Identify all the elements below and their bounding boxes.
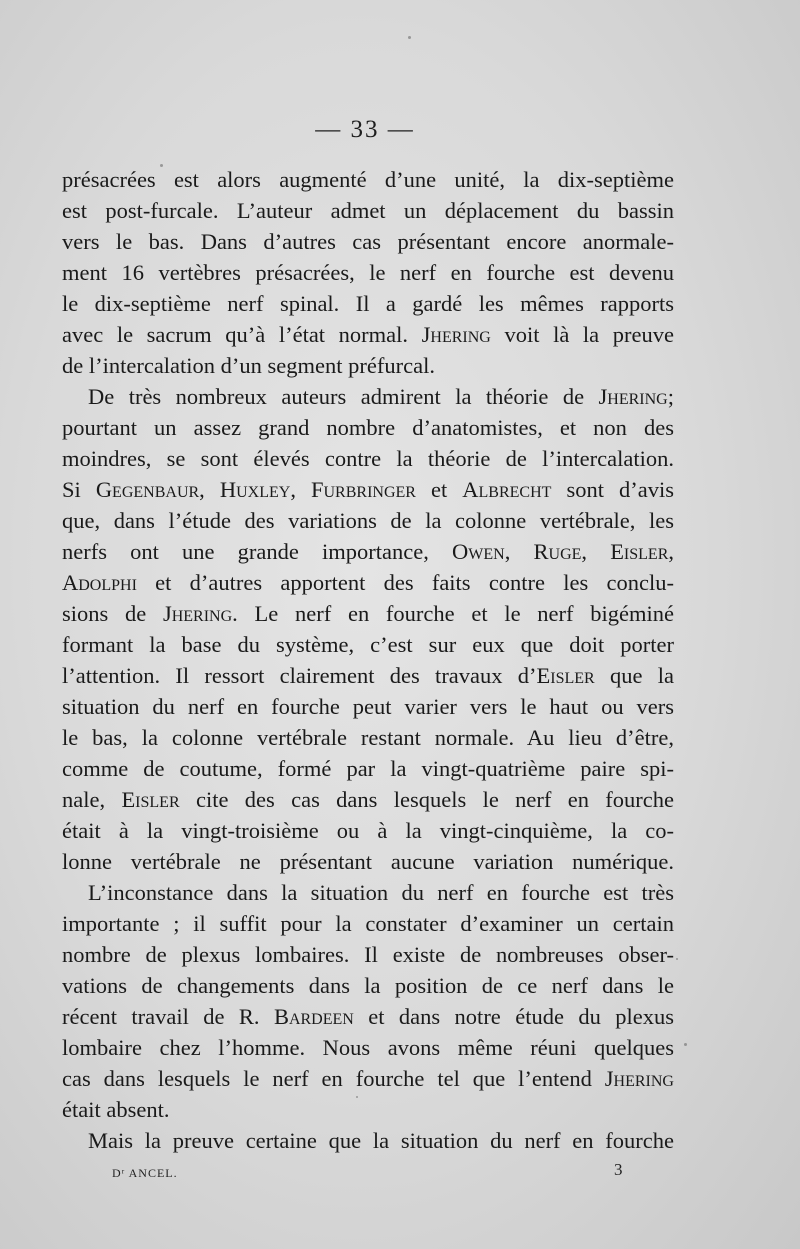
text-line [62, 908, 674, 939]
text-segment: ; [667, 384, 674, 409]
text-segment: De très nombreux auteurs admirent la théorie de [88, 384, 599, 409]
text-segment: voit là la preuve [490, 322, 674, 347]
text-line [62, 753, 674, 784]
small-caps-name: Gegenbaur [95, 477, 200, 502]
text-segment: , [581, 539, 611, 564]
text-segment: situation du nerf en fourche peut varier vers le haut ou vers [62, 694, 674, 719]
paper-speck [684, 1043, 687, 1046]
text-line [62, 474, 674, 505]
text-line [62, 288, 674, 319]
text-segment: ment 16 vertèbres présacrées, le nerf en fourche est devenu [62, 260, 674, 285]
text-segment: et dans notre étude du plexus [353, 1004, 674, 1029]
small-caps-name: Eisler [536, 663, 595, 688]
text-segment: est post-furcale. L’auteur admet un déplacement du bassin [62, 198, 674, 223]
text-line [62, 412, 674, 443]
text-segment: et d’autres apportent des faits contre les conclu- [136, 570, 674, 595]
text-line [62, 164, 674, 195]
text-line [62, 629, 674, 660]
small-caps-name: Huxley [219, 477, 291, 502]
text-segment: nale, [62, 787, 122, 812]
text-segment: Si [62, 477, 96, 502]
text-segment: était à la vingt-troisième ou à la vingt-cinquième, la co- [62, 818, 674, 843]
footer-author: Dʳ ANCEL. [112, 1166, 178, 1180]
small-caps-name: Jhering [162, 601, 233, 626]
text-segment: lombaire chez l’homme. Nous avons même réuni quelques [62, 1035, 674, 1060]
text-line [62, 877, 674, 908]
text-line [62, 536, 674, 567]
text-segment: , [668, 539, 675, 564]
text-segment: pourtant un assez grand nombre d’anatomistes, et non des [62, 415, 674, 440]
paper-speck [408, 36, 411, 39]
text-segment: moindres, se sont élevés contre la théorie de l’intercalation. [62, 446, 674, 471]
text-segment: . Le nerf en fourche et le nerf bigéminé [232, 601, 674, 626]
text-segment: cite des cas dans lesquels le nerf en fourche [179, 787, 674, 812]
text-segment: formant la base du système, c’est sur eux que doit porter [62, 632, 674, 657]
small-caps-name: Jhering [421, 322, 491, 347]
text-segment: Mais la preuve certaine que la situation du nerf en fourche [88, 1128, 674, 1153]
text-segment: que la [594, 663, 674, 688]
text-line [62, 815, 674, 846]
text-line [62, 443, 674, 474]
text-line [62, 1001, 674, 1032]
text-segment: cas dans lesquels le nerf en fourche tel que l’entend [62, 1066, 605, 1091]
text-segment: présacrées est alors augmenté d’une unité, la dix-septième [62, 167, 674, 192]
body-text [62, 164, 674, 1156]
text-line [62, 939, 674, 970]
text-line [62, 784, 674, 815]
small-caps-name: Eisler [121, 787, 180, 812]
small-caps-name: Furbringer [310, 477, 416, 502]
small-caps-name: Eisler [610, 539, 669, 564]
text-segment: était absent. [62, 1097, 170, 1122]
text-line [62, 226, 674, 257]
text-line [62, 1063, 674, 1094]
text-segment: comme de coutume, formé par la vingt-quatrième paire spi- [62, 756, 674, 781]
text-segment: l’attention. Il ressort clairement des travaux d’ [62, 663, 537, 688]
text-line [62, 846, 674, 877]
text-segment: le bas, la colonne vertébrale restant normale. Au lieu d’être, [62, 725, 674, 750]
text-segment: nombre de plexus lombaires. Il existe de nombreuses obser- [62, 942, 674, 967]
small-caps-name: Jhering [598, 384, 668, 409]
text-line [62, 691, 674, 722]
text-segment: de l’intercalation d’un segment préfurcal. [62, 353, 435, 378]
text-segment: lonne vertébrale ne présentant aucune variation numérique. [62, 849, 674, 874]
text-segment: importante ; il suffit pour la constater d’examiner un certain [62, 911, 674, 936]
small-caps-name: Adolphi [62, 570, 137, 595]
text-segment: sions de [62, 601, 163, 626]
small-caps-name: Albrecht [462, 477, 552, 502]
text-line [62, 381, 674, 412]
text-line [62, 1125, 674, 1156]
text-segment: que, dans l’étude des variations de la colonne vertébrale, les [62, 508, 674, 533]
paper-speck [676, 958, 678, 960]
text-segment: , [290, 477, 311, 502]
text-segment: et [415, 477, 463, 502]
footer-signature: 3 [614, 1160, 623, 1179]
text-line [62, 598, 674, 629]
page-number: — 33 — [315, 116, 415, 143]
text-line [62, 567, 674, 598]
text-line [62, 195, 674, 226]
small-caps-name: Bardeen [273, 1004, 354, 1029]
paper-speck [160, 164, 163, 167]
text-segment: récent travail de R. [62, 1004, 274, 1029]
text-line [62, 257, 674, 288]
text-line [62, 722, 674, 753]
text-segment: , [504, 539, 534, 564]
text-line [62, 1094, 674, 1125]
paper-speck [356, 1096, 358, 1098]
text-segment: sont d’avis [551, 477, 675, 502]
text-segment: vations de changements dans la position de ce nerf dans le [62, 973, 674, 998]
text-segment: , [199, 477, 220, 502]
text-line [62, 319, 674, 350]
text-line [62, 350, 674, 381]
text-line [62, 1032, 674, 1063]
text-line [62, 970, 674, 1001]
text-segment: le dix-septième nerf spinal. Il a gardé les mêmes rapports [62, 291, 674, 316]
text-line [62, 660, 674, 691]
text-segment: avec le sacrum qu’à l’état normal. [62, 322, 422, 347]
small-caps-name: Owen [452, 539, 505, 564]
text-segment: L’inconstance dans la situation du nerf en fourche est très [88, 880, 674, 905]
small-caps-name: Ruge [533, 539, 582, 564]
text-segment: nerfs ont une grande importance, [62, 539, 453, 564]
small-caps-name: Jhering [604, 1066, 674, 1091]
text-segment: vers le bas. Dans d’autres cas présentant encore anormale- [62, 229, 674, 254]
text-line [62, 505, 674, 536]
